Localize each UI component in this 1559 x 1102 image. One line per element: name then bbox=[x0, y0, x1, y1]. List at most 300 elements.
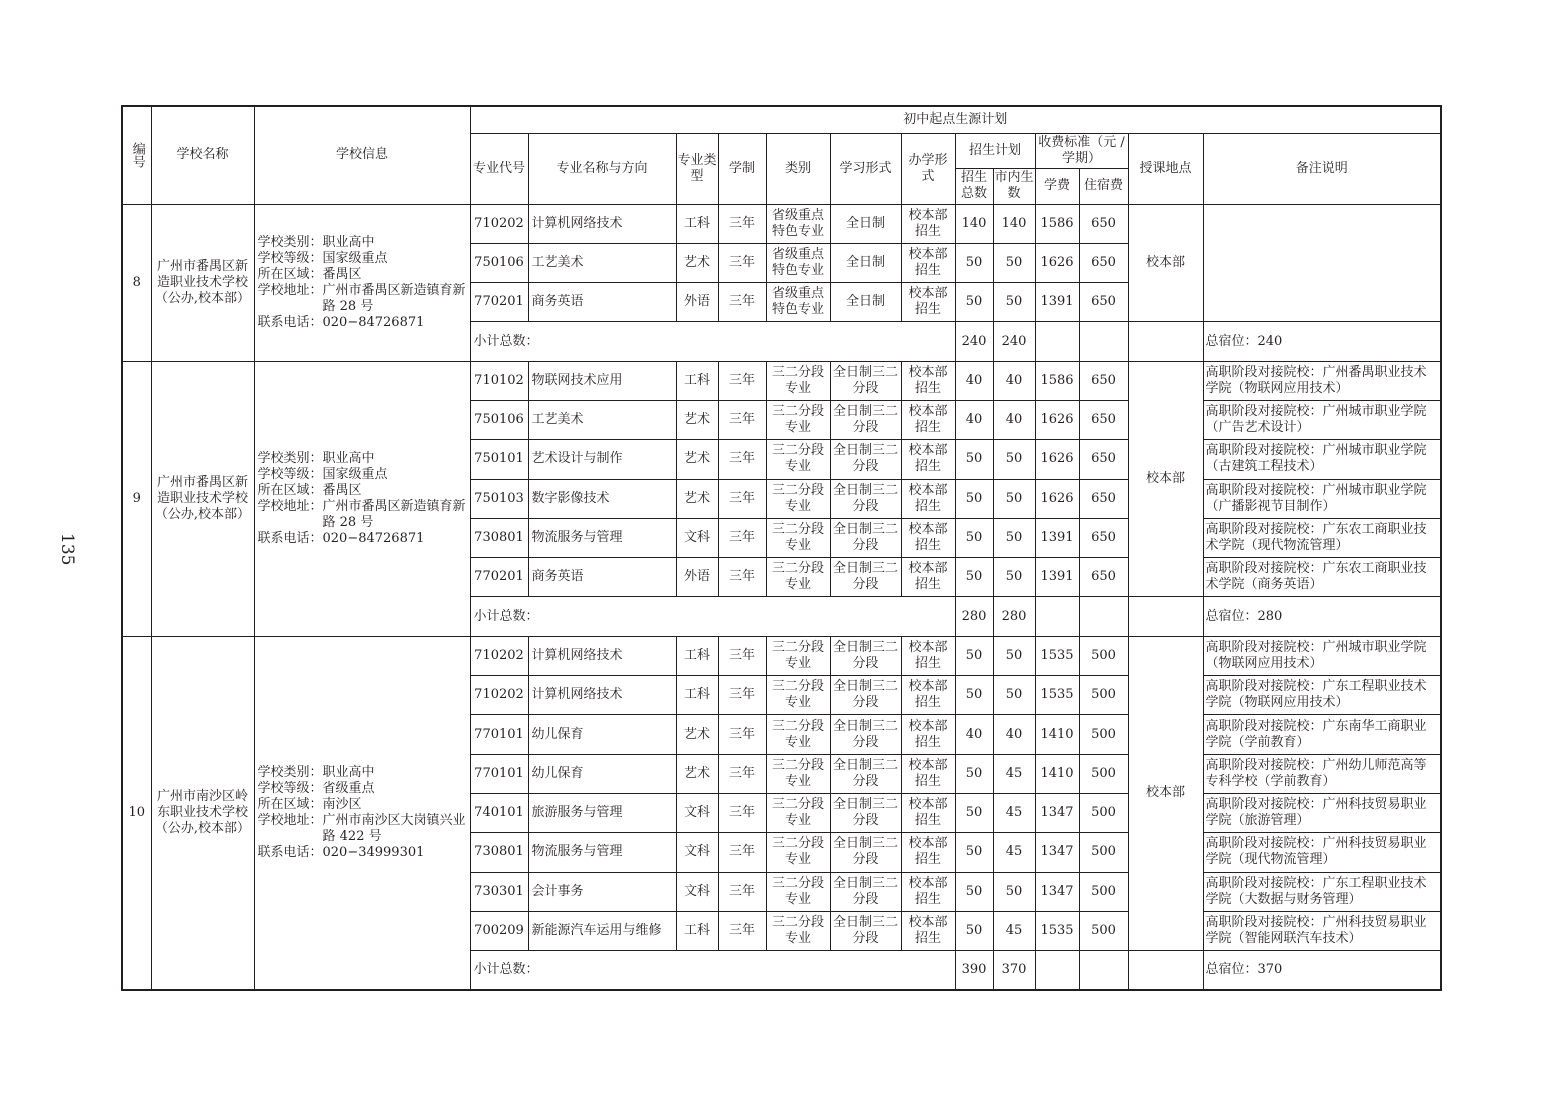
category: 省级重点特色专业 bbox=[766, 243, 830, 282]
dorm-fee: 650 bbox=[1079, 558, 1128, 597]
study-form: 全日制三二分段 bbox=[830, 833, 901, 872]
info-value: 省级重点 bbox=[322, 780, 375, 796]
header-run-form: 办学形式 bbox=[901, 133, 955, 204]
duration: 三年 bbox=[718, 440, 766, 479]
run-form: 校本部招生 bbox=[901, 636, 955, 675]
teaching-location: 校本部 bbox=[1128, 636, 1203, 950]
table-body bbox=[122, 204, 1441, 990]
enroll-total: 40 bbox=[955, 400, 993, 439]
school-info bbox=[254, 636, 470, 990]
category: 三二分段专业 bbox=[766, 911, 830, 950]
major-code: 740101 bbox=[470, 793, 528, 832]
major-name: 工艺美术 bbox=[528, 243, 676, 282]
category: 三二分段专业 bbox=[766, 440, 830, 479]
header-school-name: 学校名称 bbox=[151, 106, 254, 204]
enroll-total: 50 bbox=[955, 793, 993, 832]
duration: 三年 bbox=[718, 204, 766, 243]
info-key: 学校类别： bbox=[257, 234, 323, 250]
school-info-line bbox=[258, 315, 469, 331]
duration: 三年 bbox=[718, 754, 766, 793]
info-value: 番禺区 bbox=[322, 482, 362, 498]
category: 三二分段专业 bbox=[766, 872, 830, 911]
major-code: 750106 bbox=[470, 400, 528, 439]
major-code: 750106 bbox=[470, 243, 528, 282]
info-key: 联系电话： bbox=[257, 844, 323, 860]
tuition-fee: 1626 bbox=[1035, 440, 1079, 479]
header-location: 授课地点 bbox=[1128, 133, 1203, 204]
duration: 三年 bbox=[718, 793, 766, 832]
header-enroll-plan: 招生计划 bbox=[955, 133, 1035, 168]
enroll-total: 140 bbox=[955, 204, 993, 243]
study-form: 全日制 bbox=[830, 243, 901, 282]
remark-cell: 高职阶段对接院校：广州番禺职业技术学院（物联网应用技术） bbox=[1203, 361, 1441, 400]
major-name: 新能源汽车运用与维修 bbox=[528, 911, 676, 950]
study-form: 全日制 bbox=[830, 204, 901, 243]
subtotal-tuition bbox=[1035, 951, 1079, 990]
enroll-city: 50 bbox=[993, 243, 1035, 282]
major-code: 770201 bbox=[470, 558, 528, 597]
subtotal-beds: 总宿位：370 bbox=[1203, 951, 1441, 990]
major-code: 770101 bbox=[470, 754, 528, 793]
duration: 三年 bbox=[718, 243, 766, 282]
major-name: 幼儿保育 bbox=[528, 715, 676, 754]
category: 三二分段专业 bbox=[766, 833, 830, 872]
enroll-total: 50 bbox=[955, 754, 993, 793]
major-name: 商务英语 bbox=[528, 558, 676, 597]
info-key: 学校地址： bbox=[257, 282, 323, 298]
dorm-fee: 650 bbox=[1079, 361, 1128, 400]
remark-cell: 高职阶段对接院校：广州城市职业学院（广播影视节目制作） bbox=[1203, 479, 1441, 518]
study-form: 全日制三二分段 bbox=[830, 754, 901, 793]
dorm-fee: 650 bbox=[1079, 283, 1128, 322]
major-type: 艺术 bbox=[676, 243, 718, 282]
tuition-fee: 1626 bbox=[1035, 243, 1079, 282]
remark-cell: 高职阶段对接院校：广州幼儿师范高等专科学校（学前教育） bbox=[1203, 754, 1441, 793]
remark-cell: 高职阶段对接院校：广州城市职业学院（古建筑工程技术） bbox=[1203, 440, 1441, 479]
dorm-fee: 650 bbox=[1079, 440, 1128, 479]
enroll-city: 50 bbox=[993, 518, 1035, 557]
study-form: 全日制三二分段 bbox=[830, 715, 901, 754]
remark-cell: 高职阶段对接院校：广州科技贸易职业学院（智能网联汽车技术） bbox=[1203, 911, 1441, 950]
subtotal-city: 280 bbox=[993, 597, 1035, 636]
school-info bbox=[254, 361, 470, 636]
enroll-total: 40 bbox=[955, 361, 993, 400]
major-type: 艺术 bbox=[676, 479, 718, 518]
school-info-line bbox=[258, 765, 469, 781]
major-type: 文科 bbox=[676, 793, 718, 832]
enroll-city: 40 bbox=[993, 400, 1035, 439]
header-no: 编号 bbox=[122, 106, 151, 204]
school-info-line bbox=[258, 451, 469, 467]
dorm-fee: 500 bbox=[1079, 872, 1128, 911]
subtotal-dorm bbox=[1079, 951, 1128, 990]
info-key: 所在区域： bbox=[257, 796, 323, 812]
subtotal-location bbox=[1128, 322, 1203, 361]
dorm-fee: 650 bbox=[1079, 243, 1128, 282]
study-form: 全日制三二分段 bbox=[830, 793, 901, 832]
header-remark: 备注说明 bbox=[1203, 133, 1441, 204]
run-form: 校本部招生 bbox=[901, 676, 955, 715]
school-name: 广州市番禺区新造职业技术学校（公办,校本部） bbox=[151, 361, 254, 636]
study-form: 全日制三二分段 bbox=[830, 636, 901, 675]
subtotal-tuition bbox=[1035, 322, 1079, 361]
remark-cell: 高职阶段对接院校：广州科技贸易职业学院（现代物流管理） bbox=[1203, 833, 1441, 872]
info-value: 职业高中 bbox=[322, 764, 375, 780]
subtotal-beds: 总宿位：240 bbox=[1203, 322, 1441, 361]
info-key: 学校等级： bbox=[257, 780, 323, 796]
subtotal-label: 小计总数： bbox=[470, 597, 955, 636]
table-row bbox=[122, 636, 1441, 675]
enroll-city: 50 bbox=[993, 558, 1035, 597]
run-form: 校本部招生 bbox=[901, 204, 955, 243]
info-value: 广州市南沙区大岗镇兴业路 422 号 bbox=[322, 812, 466, 844]
header-plan-title: 初中起点生源计划 bbox=[470, 106, 1441, 133]
study-form: 全日制三二分段 bbox=[830, 911, 901, 950]
category: 三二分段专业 bbox=[766, 558, 830, 597]
school-info bbox=[254, 204, 470, 361]
remark-cell bbox=[1203, 204, 1441, 322]
info-value: 国家级重点 bbox=[322, 250, 388, 266]
tuition-fee: 1535 bbox=[1035, 911, 1079, 950]
subtotal-dorm bbox=[1079, 597, 1128, 636]
header-code: 专业代号 bbox=[470, 133, 528, 204]
dorm-fee: 500 bbox=[1079, 636, 1128, 675]
info-value: 职业高中 bbox=[322, 234, 375, 250]
duration: 三年 bbox=[718, 558, 766, 597]
study-form: 全日制三二分段 bbox=[830, 400, 901, 439]
info-value: 020−84726871 bbox=[322, 314, 425, 330]
tuition-fee: 1535 bbox=[1035, 676, 1079, 715]
subtotal-label: 小计总数： bbox=[470, 322, 955, 361]
header-study-form: 学习形式 bbox=[830, 133, 901, 204]
major-name: 艺术设计与制作 bbox=[528, 440, 676, 479]
remark-cell: 高职阶段对接院校：广东农工商职业技术学院（商务英语） bbox=[1203, 558, 1441, 597]
major-type: 工科 bbox=[676, 204, 718, 243]
dorm-fee: 650 bbox=[1079, 518, 1128, 557]
info-value: 广州市番禺区新造镇育新路 28 号 bbox=[322, 282, 466, 314]
run-form: 校本部招生 bbox=[901, 400, 955, 439]
study-form: 全日制三二分段 bbox=[830, 361, 901, 400]
enroll-city: 50 bbox=[993, 872, 1035, 911]
study-form: 全日制三二分段 bbox=[830, 479, 901, 518]
category: 三二分段专业 bbox=[766, 400, 830, 439]
remark-cell: 高职阶段对接院校：广东工程职业技术学院（物联网应用技术） bbox=[1203, 676, 1441, 715]
tuition-fee: 1391 bbox=[1035, 518, 1079, 557]
major-name: 商务英语 bbox=[528, 283, 676, 322]
enroll-city: 45 bbox=[993, 833, 1035, 872]
category: 三二分段专业 bbox=[766, 715, 830, 754]
major-code: 750101 bbox=[470, 440, 528, 479]
school-name: 广州市番禺区新造职业技术学校（公办,校本部） bbox=[151, 204, 254, 361]
major-type: 艺术 bbox=[676, 754, 718, 793]
school-info-line bbox=[258, 845, 469, 861]
subtotal-city: 240 bbox=[993, 322, 1035, 361]
major-type: 工科 bbox=[676, 361, 718, 400]
school-info-line bbox=[258, 251, 469, 267]
major-type: 艺术 bbox=[676, 440, 718, 479]
enroll-city: 140 bbox=[993, 204, 1035, 243]
enroll-total: 40 bbox=[955, 715, 993, 754]
dorm-fee: 500 bbox=[1079, 715, 1128, 754]
enroll-city: 50 bbox=[993, 283, 1035, 322]
major-name: 物流服务与管理 bbox=[528, 833, 676, 872]
header-fee-standard: 收费标准（元 / 学期） bbox=[1035, 133, 1128, 168]
info-key: 所在区域： bbox=[257, 482, 323, 498]
enroll-total: 50 bbox=[955, 558, 993, 597]
teaching-location: 校本部 bbox=[1128, 361, 1203, 597]
info-value: 番禺区 bbox=[322, 266, 362, 282]
tuition-fee: 1347 bbox=[1035, 793, 1079, 832]
duration: 三年 bbox=[718, 283, 766, 322]
page-number: 135 bbox=[57, 533, 77, 566]
tuition-fee: 1586 bbox=[1035, 361, 1079, 400]
tuition-fee: 1626 bbox=[1035, 479, 1079, 518]
school-info-line bbox=[258, 813, 469, 845]
enrollment-plan-table bbox=[121, 105, 1442, 991]
header-major: 专业名称与方向 bbox=[528, 133, 676, 204]
info-value: 南沙区 bbox=[322, 796, 362, 812]
enroll-city: 50 bbox=[993, 636, 1035, 675]
school-info-line bbox=[258, 267, 469, 283]
duration: 三年 bbox=[718, 872, 766, 911]
enroll-total: 50 bbox=[955, 440, 993, 479]
major-type: 文科 bbox=[676, 833, 718, 872]
info-key: 学校等级： bbox=[257, 250, 323, 266]
run-form: 校本部招生 bbox=[901, 793, 955, 832]
tuition-fee: 1535 bbox=[1035, 636, 1079, 675]
category: 省级重点特色专业 bbox=[766, 283, 830, 322]
info-value: 职业高中 bbox=[322, 450, 375, 466]
study-form: 全日制三二分段 bbox=[830, 558, 901, 597]
info-key: 学校等级： bbox=[257, 466, 323, 482]
header-category: 类别 bbox=[766, 133, 830, 204]
enroll-city: 50 bbox=[993, 676, 1035, 715]
run-form: 校本部招生 bbox=[901, 911, 955, 950]
major-name: 会计事务 bbox=[528, 872, 676, 911]
major-code: 730801 bbox=[470, 518, 528, 557]
school-info-line bbox=[258, 797, 469, 813]
header-type: 专业类型 bbox=[676, 133, 718, 204]
enroll-total: 50 bbox=[955, 833, 993, 872]
major-type: 文科 bbox=[676, 872, 718, 911]
tuition-fee: 1347 bbox=[1035, 872, 1079, 911]
dorm-fee: 650 bbox=[1079, 204, 1128, 243]
remark-cell: 高职阶段对接院校：广东南华工商职业学院（学前教育） bbox=[1203, 715, 1441, 754]
enroll-total: 50 bbox=[955, 518, 993, 557]
subtotal-location bbox=[1128, 597, 1203, 636]
tuition-fee: 1410 bbox=[1035, 754, 1079, 793]
school-info-line bbox=[258, 283, 469, 315]
dorm-fee: 500 bbox=[1079, 676, 1128, 715]
duration: 三年 bbox=[718, 911, 766, 950]
duration: 三年 bbox=[718, 361, 766, 400]
tuition-fee: 1347 bbox=[1035, 833, 1079, 872]
teaching-location: 校本部 bbox=[1128, 204, 1203, 322]
subtotal-total: 280 bbox=[955, 597, 993, 636]
tuition-fee: 1391 bbox=[1035, 283, 1079, 322]
study-form: 全日制 bbox=[830, 283, 901, 322]
duration: 三年 bbox=[718, 676, 766, 715]
run-form: 校本部招生 bbox=[901, 833, 955, 872]
subtotal-dorm bbox=[1079, 322, 1128, 361]
info-key: 学校类别： bbox=[257, 764, 323, 780]
enroll-total: 50 bbox=[955, 479, 993, 518]
enroll-total: 50 bbox=[955, 911, 993, 950]
dorm-fee: 650 bbox=[1079, 479, 1128, 518]
header-dorm: 住宿费 bbox=[1079, 168, 1128, 204]
duration: 三年 bbox=[718, 715, 766, 754]
major-name: 幼儿保育 bbox=[528, 754, 676, 793]
duration: 三年 bbox=[718, 518, 766, 557]
run-form: 校本部招生 bbox=[901, 754, 955, 793]
major-code: 710202 bbox=[470, 204, 528, 243]
major-type: 外语 bbox=[676, 558, 718, 597]
major-type: 工科 bbox=[676, 636, 718, 675]
info-value: 020−84726871 bbox=[322, 530, 425, 546]
school-no: 8 bbox=[122, 204, 151, 361]
header-tuition: 学费 bbox=[1035, 168, 1079, 204]
enroll-city: 50 bbox=[993, 479, 1035, 518]
school-info-line bbox=[258, 483, 469, 499]
info-key: 学校地址： bbox=[257, 498, 323, 514]
run-form: 校本部招生 bbox=[901, 361, 955, 400]
subtotal-total: 240 bbox=[955, 322, 993, 361]
major-name: 工艺美术 bbox=[528, 400, 676, 439]
tuition-fee: 1626 bbox=[1035, 400, 1079, 439]
duration: 三年 bbox=[718, 833, 766, 872]
category: 省级重点特色专业 bbox=[766, 204, 830, 243]
duration: 三年 bbox=[718, 479, 766, 518]
dorm-fee: 500 bbox=[1079, 754, 1128, 793]
dorm-fee: 500 bbox=[1079, 911, 1128, 950]
major-code: 730301 bbox=[470, 872, 528, 911]
school-info-line bbox=[258, 235, 469, 251]
remark-cell: 高职阶段对接院校：广州城市职业学院（广告艺术设计） bbox=[1203, 400, 1441, 439]
header-duration: 学制 bbox=[718, 133, 766, 204]
enroll-total: 50 bbox=[955, 283, 993, 322]
run-form: 校本部招生 bbox=[901, 872, 955, 911]
subtotal-location bbox=[1128, 951, 1203, 990]
category: 三二分段专业 bbox=[766, 793, 830, 832]
category: 三二分段专业 bbox=[766, 479, 830, 518]
major-code: 700209 bbox=[470, 911, 528, 950]
major-type: 文科 bbox=[676, 518, 718, 557]
enroll-city: 40 bbox=[993, 361, 1035, 400]
header-school-info: 学校信息 bbox=[254, 106, 470, 204]
school-name: 广州市南沙区岭东职业技术学校（公办,校本部） bbox=[151, 636, 254, 990]
major-name: 物联网技术应用 bbox=[528, 361, 676, 400]
major-code: 710202 bbox=[470, 636, 528, 675]
school-info-line bbox=[258, 467, 469, 483]
category: 三二分段专业 bbox=[766, 361, 830, 400]
run-form: 校本部招生 bbox=[901, 440, 955, 479]
tuition-fee: 1586 bbox=[1035, 204, 1079, 243]
enroll-city: 45 bbox=[993, 754, 1035, 793]
major-type: 艺术 bbox=[676, 715, 718, 754]
major-type: 外语 bbox=[676, 283, 718, 322]
info-key: 所在区域： bbox=[257, 266, 323, 282]
enroll-total: 50 bbox=[955, 636, 993, 675]
school-no: 9 bbox=[122, 361, 151, 636]
run-form: 校本部招生 bbox=[901, 715, 955, 754]
study-form: 全日制三二分段 bbox=[830, 872, 901, 911]
major-code: 710102 bbox=[470, 361, 528, 400]
major-code: 770201 bbox=[470, 283, 528, 322]
remark-cell: 高职阶段对接院校：广州城市职业学院（物联网应用技术） bbox=[1203, 636, 1441, 675]
study-form: 全日制三二分段 bbox=[830, 440, 901, 479]
major-name: 计算机网络技术 bbox=[528, 636, 676, 675]
remark-cell: 高职阶段对接院校：广东农工商职业技术学院（现代物流管理） bbox=[1203, 518, 1441, 557]
table-row bbox=[122, 361, 1441, 400]
header-city: 市内生数 bbox=[993, 168, 1035, 204]
enroll-city: 45 bbox=[993, 911, 1035, 950]
run-form: 校本部招生 bbox=[901, 283, 955, 322]
major-name: 计算机网络技术 bbox=[528, 204, 676, 243]
info-key: 联系电话： bbox=[257, 530, 323, 546]
duration: 三年 bbox=[718, 400, 766, 439]
subtotal-tuition bbox=[1035, 597, 1079, 636]
major-code: 750103 bbox=[470, 479, 528, 518]
major-type: 艺术 bbox=[676, 400, 718, 439]
major-type: 工科 bbox=[676, 676, 718, 715]
major-name: 计算机网络技术 bbox=[528, 676, 676, 715]
info-key: 学校类别： bbox=[257, 450, 323, 466]
subtotal-city: 370 bbox=[993, 951, 1035, 990]
major-type: 工科 bbox=[676, 911, 718, 950]
info-value: 广州市番禺区新造镇育新路 28 号 bbox=[322, 498, 466, 530]
school-no: 10 bbox=[122, 636, 151, 990]
school-info-line bbox=[258, 781, 469, 797]
duration: 三年 bbox=[718, 636, 766, 675]
major-code: 710202 bbox=[470, 676, 528, 715]
header-total: 招生总数 bbox=[955, 168, 993, 204]
major-name: 数字影像技术 bbox=[528, 479, 676, 518]
dorm-fee: 650 bbox=[1079, 400, 1128, 439]
dorm-fee: 500 bbox=[1079, 793, 1128, 832]
info-value: 020−34999301 bbox=[322, 844, 425, 860]
enroll-total: 50 bbox=[955, 872, 993, 911]
enroll-city: 40 bbox=[993, 715, 1035, 754]
run-form: 校本部招生 bbox=[901, 558, 955, 597]
run-form: 校本部招生 bbox=[901, 518, 955, 557]
major-code: 730801 bbox=[470, 833, 528, 872]
info-key: 联系电话： bbox=[257, 314, 323, 330]
major-code: 770101 bbox=[470, 715, 528, 754]
school-info-line bbox=[258, 499, 469, 531]
category: 三二分段专业 bbox=[766, 518, 830, 557]
study-form: 全日制三二分段 bbox=[830, 518, 901, 557]
info-key: 学校地址： bbox=[257, 812, 323, 828]
enroll-city: 50 bbox=[993, 440, 1035, 479]
enroll-total: 50 bbox=[955, 676, 993, 715]
tuition-fee: 1391 bbox=[1035, 558, 1079, 597]
school-info-line bbox=[258, 531, 469, 547]
info-value: 国家级重点 bbox=[322, 466, 388, 482]
table-row bbox=[122, 204, 1441, 243]
enroll-total: 50 bbox=[955, 243, 993, 282]
category: 三二分段专业 bbox=[766, 636, 830, 675]
dorm-fee: 500 bbox=[1079, 833, 1128, 872]
subtotal-beds: 总宿位：280 bbox=[1203, 597, 1441, 636]
category: 三二分段专业 bbox=[766, 754, 830, 793]
run-form: 校本部招生 bbox=[901, 479, 955, 518]
remark-cell: 高职阶段对接院校：广东工程职业技术学院（大数据与财务管理） bbox=[1203, 872, 1441, 911]
enroll-city: 45 bbox=[993, 793, 1035, 832]
category: 三二分段专业 bbox=[766, 676, 830, 715]
subtotal-total: 390 bbox=[955, 951, 993, 990]
major-name: 物流服务与管理 bbox=[528, 518, 676, 557]
tuition-fee: 1410 bbox=[1035, 715, 1079, 754]
